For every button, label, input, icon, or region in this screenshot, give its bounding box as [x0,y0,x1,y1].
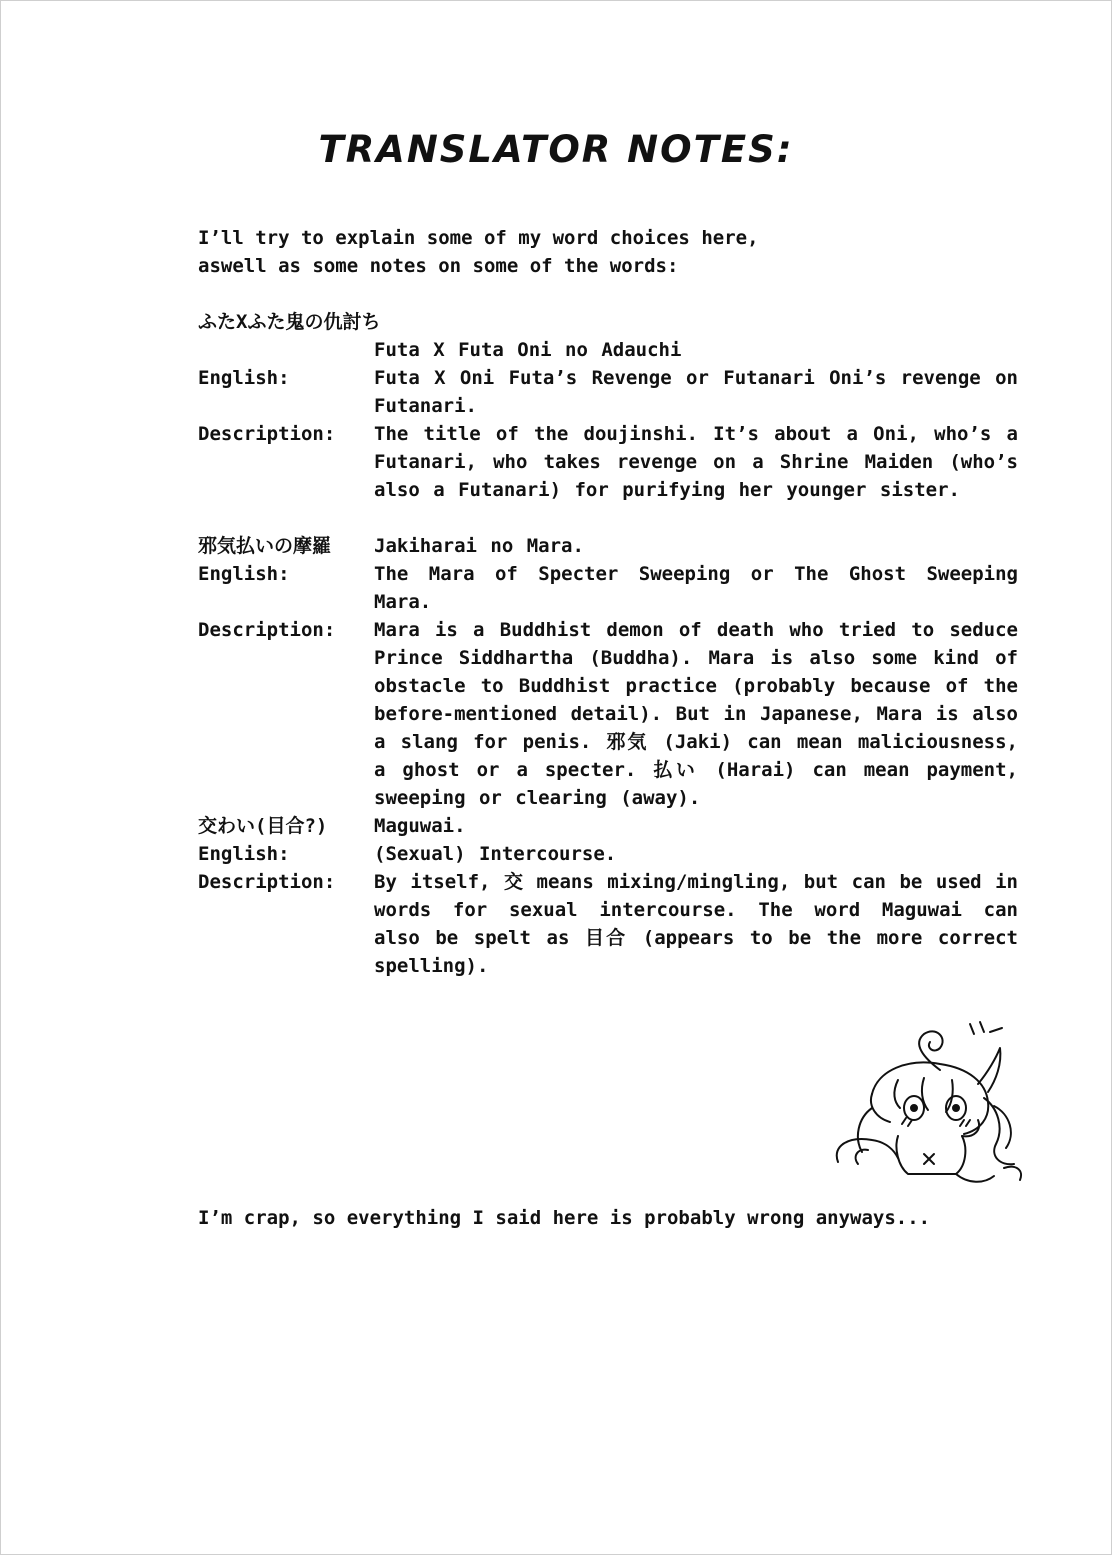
entry-term: 交わい(目合?) [198,815,328,837]
entry-reading: Futa X Futa Oni no Adauchi [374,339,682,361]
entry-reading: Jakiharai no Mara. [374,535,584,557]
description-label: Description: [198,619,336,641]
entry-english-row [198,840,1018,868]
entry-term: ふたXふた鬼の仇討ち [198,311,381,333]
entry-term-row [198,308,1018,336]
note-entry-futa-oni [198,308,1018,504]
entry-description-row [198,868,1018,980]
note-entry-maguwai [198,812,1018,980]
intro-line-2: aswell as some notes on some of the words: [198,255,679,277]
english-label: English: [198,563,290,585]
entry-description: The title of the doujinshi. It’s about a Oni, who’s a Futanari, who takes revenge on a Shrine Maiden (who’s also a Futanari) for purifying her younger sister. [374,423,1018,501]
footer-note: I’m crap, so everything I said here is probably wrong anyways... [198,1207,931,1229]
entry-reading: Maguwai. [374,815,466,837]
entry-english: Futa X Oni Futa’s Revenge or Futanari Oni’s revenge on Futanari. [374,367,1018,417]
entry-term-row [198,532,1018,560]
entry-description: Mara is a Buddhist demon of death who tried to seduce Prince Siddhartha (Buddha). Mara is also some kind of obstacle to Buddhist practice (probably because of the before-mentioned detail). But in Japanese, Mara is also a slang for penis. 邪気 (Jaki) can mean maliciousness, a ghost or a specter. 払い (Harai) can mean payment, sweeping or clearing (away). [374,619,1018,809]
description-label: Description: [198,871,336,893]
note-entry-jakiharai [198,532,1018,812]
entry-english: (Sexual) Intercourse. [374,843,617,865]
entry-reading-row [198,336,1018,364]
entry-description-row [198,616,1018,812]
entry-reading-spacer [198,336,374,364]
entry-term-row [198,812,1018,840]
english-label: English: [198,843,290,865]
entry-english-row [198,560,1018,616]
intro-line-1: I’ll try to explain some of my word choices here, [198,227,759,249]
english-label: English: [198,367,290,389]
entry-english: The Mara of Specter Sweeping or The Ghost Sweeping Mara. [374,563,1018,613]
chibi-doodle-illustration [828,1018,1028,1193]
entry-description-row [198,420,1018,504]
description-label: Description: [198,423,336,445]
entry-english-row [198,364,1018,420]
entry-description: By itself, 交 means mixing/mingling, but can be used in words for sexual intercourse. The word Maguwai can also be spelt as 目合 (appears to be the more correct spelling). [374,871,1018,977]
entry-term: 邪気払いの摩羅 [198,535,332,557]
page-title: TRANSLATOR NOTES: [318,128,794,171]
